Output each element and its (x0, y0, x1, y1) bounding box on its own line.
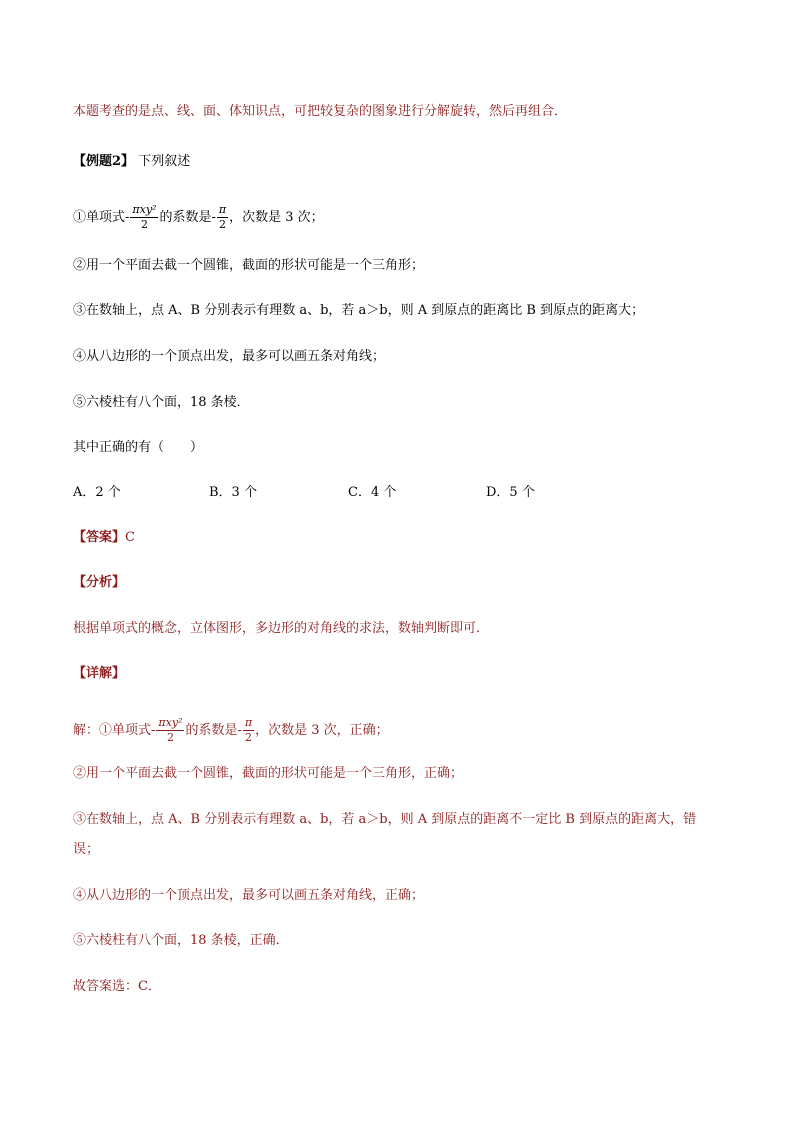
fraction-denominator: 2 (140, 218, 148, 231)
statement-1-middle: 的系数是- (159, 210, 216, 225)
answer-tag: 【答案】 (73, 530, 126, 545)
detail-3: ③在数轴上，点 A、B 分别表示有理数 a、b，若 a＞b，则 A 到原点的距离不一定比 B 到原点的距离大，错 (73, 812, 697, 827)
fraction-numerator: π (244, 716, 253, 729)
answer-line (73, 528, 135, 548)
intro-text: 本题考查的是点、线、面、体知识点，可把较复杂的图象进行分解旋转，然后再组合． (73, 104, 568, 119)
options-row (73, 483, 693, 503)
detail-2: ②用一个平面去截一个圆锥，截面的形状可能是一个三角形，正确； (73, 766, 464, 781)
detail-heading: 【详解】 (73, 666, 126, 681)
detail-5: ⑤六棱柱有八个面，18 条棱，正确． (73, 933, 289, 948)
answer-value: C (125, 530, 135, 545)
final-answer: 故答案选：C． (73, 979, 161, 994)
detail-1-suffix: ，次数是 3 次，正确； (255, 723, 389, 738)
fraction-numerator: π (218, 203, 227, 216)
fraction-denominator: 2 (244, 731, 252, 744)
detail-4: ④从八边形的一个顶点出发，最多可以画五条对角线，正确； (73, 888, 425, 903)
statement-2: ②用一个平面去截一个圆锥，截面的形状可能是一个三角形； (73, 258, 425, 273)
option-a: A．2 个 (73, 485, 121, 500)
statement-5: ⑤六棱柱有八个面，18 条棱． (73, 395, 250, 410)
monomial-fraction (130, 203, 158, 232)
detail-1 (73, 716, 389, 745)
question-text: 其中正确的有（ ） (73, 440, 204, 455)
detail-1-middle: 的系数是- (185, 723, 242, 738)
fraction-numerator: πxy² (132, 203, 157, 216)
statement-3: ③在数轴上，点 A、B 分别表示有理数 a、b，若 a＞b，则 A 到原点的距离比 B 到原点的距离大； (73, 303, 645, 318)
example-tag: 【例题2】 (73, 154, 135, 169)
statement-1 (73, 203, 324, 232)
detail-1-prefix: 解：①单项式- (73, 723, 156, 738)
option-b: B．3 个 (209, 485, 257, 500)
monomial-fraction (156, 716, 184, 745)
analysis-heading: 【分析】 (73, 575, 126, 590)
example-heading (73, 152, 190, 172)
statement-4: ④从八边形的一个顶点出发，最多可以画五条对角线； (73, 349, 386, 364)
detail-3-continued: 误； (73, 842, 100, 857)
example-title: 下列叙述 (138, 154, 191, 169)
fraction-numerator: πxy² (158, 716, 183, 729)
statement-1-prefix: ①单项式- (73, 210, 130, 225)
option-c: C．4 个 (348, 485, 397, 500)
coefficient-fraction (243, 716, 254, 745)
analysis-text: 根据单项式的概念，立体图形，多边形的对角线的求法，数轴判断即可． (73, 621, 490, 636)
statement-1-suffix: ，次数是 3 次； (229, 210, 324, 225)
fraction-denominator: 2 (166, 731, 174, 744)
option-d: D．5 个 (486, 485, 535, 500)
fraction-denominator: 2 (218, 218, 226, 231)
coefficient-fraction (217, 203, 228, 232)
